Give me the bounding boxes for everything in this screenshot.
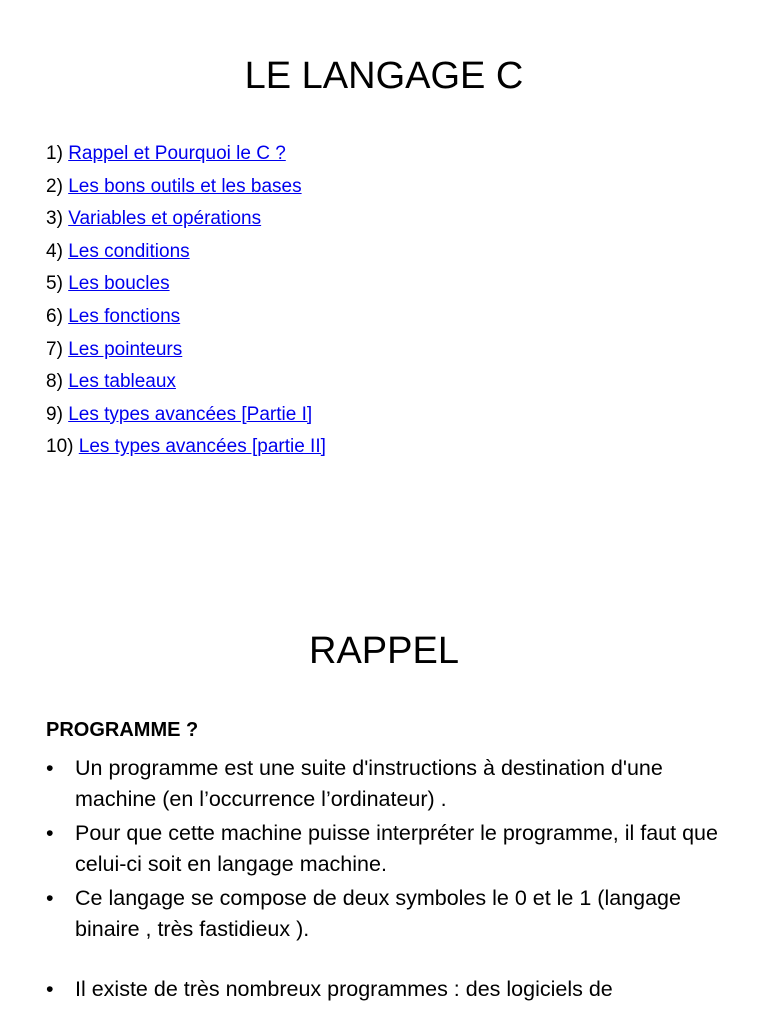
bullet-item bbox=[46, 883, 736, 945]
bullet-icon: • bbox=[46, 756, 54, 780]
toc-link-types-partie-2[interactable]: Les types avancées [partie II] bbox=[78, 436, 326, 458]
toc-link-types-partie-1[interactable]: Les types avancées [Partie I] bbox=[68, 403, 313, 425]
toc-number: 3) bbox=[46, 208, 63, 230]
toc-link-conditions[interactable]: Les conditions bbox=[68, 240, 190, 262]
toc-number: 1) bbox=[46, 143, 63, 164]
slide-title: RAPPEL bbox=[309, 630, 459, 672]
bullet-icon: • bbox=[46, 977, 54, 1001]
bullet-item bbox=[46, 818, 736, 880]
toc-number: 8) bbox=[46, 371, 63, 393]
section-heading: PROGRAMME ? bbox=[46, 719, 199, 741]
toc-item bbox=[46, 403, 326, 436]
bullet-item bbox=[46, 974, 736, 1005]
toc-link-fonctions[interactable]: Les fonctions bbox=[68, 305, 181, 327]
toc-item bbox=[46, 435, 326, 468]
toc-link-outils[interactable]: Les bons outils et les bases bbox=[68, 175, 302, 197]
toc-number: 2) bbox=[46, 175, 63, 197]
toc-link-tableaux[interactable]: Les tableaux bbox=[68, 371, 176, 393]
toc-item bbox=[46, 370, 326, 403]
toc-number: 4) bbox=[46, 240, 63, 262]
toc-item bbox=[46, 207, 326, 240]
toc-number: 9) bbox=[46, 403, 63, 425]
bullet-icon: • bbox=[46, 821, 54, 845]
toc-number: 6) bbox=[46, 305, 63, 327]
toc-number: 10) bbox=[46, 436, 74, 458]
bullet-text: Il existe de très nombreux programmes : des logiciels de bbox=[75, 977, 613, 1001]
toc-link-rappel[interactable]: Rappel et Pourquoi le C ? bbox=[68, 143, 286, 164]
bullet-item bbox=[46, 753, 736, 815]
bullet-icon: • bbox=[46, 886, 54, 910]
toc-item bbox=[46, 305, 326, 338]
bullet-list bbox=[46, 753, 736, 1008]
toc-item bbox=[46, 175, 326, 208]
toc-link-pointeurs[interactable]: Les pointeurs bbox=[68, 338, 183, 360]
toc-link-boucles[interactable]: Les boucles bbox=[68, 273, 170, 295]
bullet-text: Un programme est une suite d'instructions à destination d'une machine (en l’occurrence l’ordinateur) . bbox=[75, 756, 663, 811]
toc-item bbox=[46, 338, 326, 371]
toc-link-variables[interactable]: Variables et opérations bbox=[68, 208, 262, 230]
table-of-contents bbox=[46, 142, 326, 468]
toc-item bbox=[46, 240, 326, 273]
bullet-text: Pour que cette machine puisse interpréter le programme, il faut que celui-ci soit en langage machine. bbox=[75, 821, 718, 876]
toc-number: 5) bbox=[46, 273, 63, 295]
bullet-text: Ce langage se compose de deux symboles le 0 et le 1 (langage binaire , très fastidieux ). bbox=[75, 886, 681, 941]
toc-item bbox=[46, 272, 326, 305]
slide-title: LE LANGAGE C bbox=[244, 55, 524, 97]
toc-item bbox=[46, 142, 326, 175]
toc-number: 7) bbox=[46, 338, 63, 360]
